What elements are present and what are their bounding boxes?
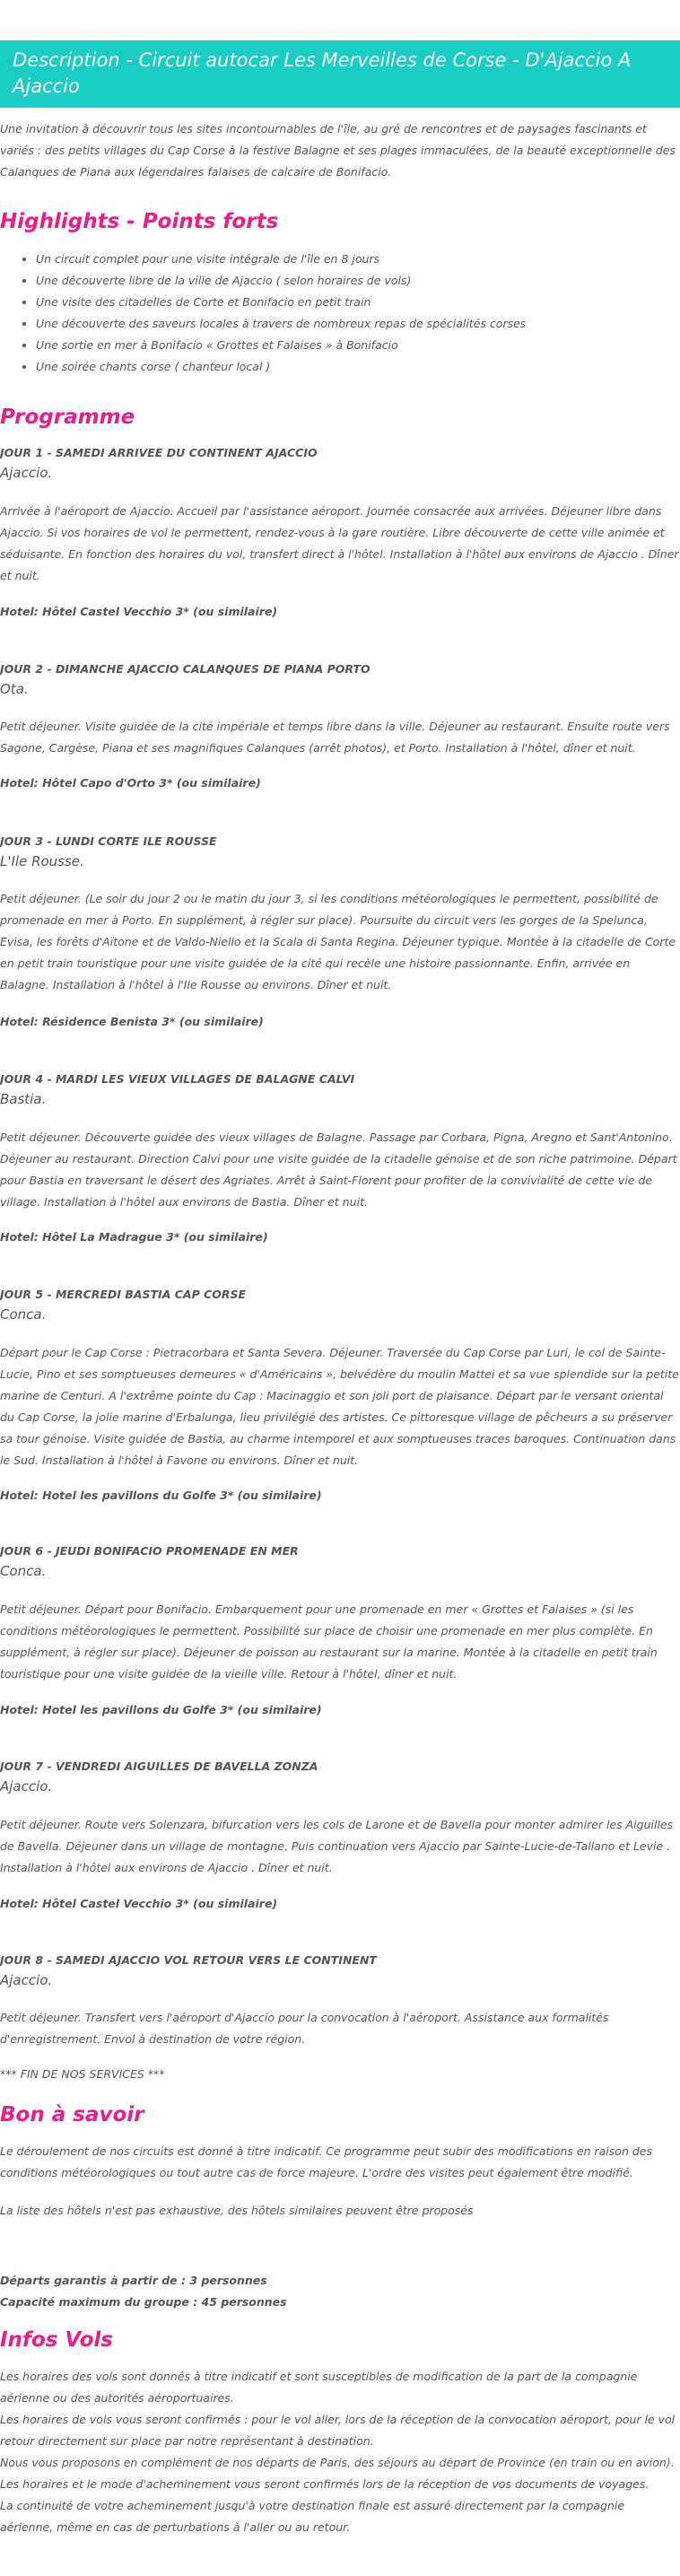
highlight-item: • Une découverte libre de la ville de Ajaccio ( selon horaires de vols) [36,270,680,292]
group-info [0,2270,680,2313]
day-2-body [0,716,680,759]
programme-end: *** FIN DE NOS SERVICES *** [0,2067,165,2081]
day-3-head [0,832,680,871]
day-4-title: JOUR 4 - MARDI LES VIEUX VILLAGES DE BALAGNE CALVI [0,1072,355,1086]
day-4-head [0,1070,680,1109]
day-5-title: JOUR 5 - MERCREDI BASTIA CAP CORSE [0,1288,247,1301]
day-4-text: Petit déjeuner. Découverte guidée des vieux villages de Balagne. Passage par Corbara, Pigna, Aregno et Sant'Antonino. Déjeuner au restaurant. Direction Calvi pour une visite guidée de la citadelle génoise et de son riche patrimoine. Départ pour Bastia en traversant le désert des Agriates. Arrêt à Saint-Florent pour profiter de la convivialité de cette vie de village. Installation à l'hôtel aux environs de Bastia. Dîner et nuit. [0,1131,677,1209]
bon-a-savoir-heading: Bon à savoir [0,2103,144,2126]
day-1-body [0,501,680,587]
day-8-head [0,1951,680,1990]
day-3-place: L'Ile Rousse. [0,853,84,869]
day-2-head [0,659,680,699]
intro-section [0,118,680,183]
programme-heading: Programme [0,406,135,429]
bon-a-savoir-p2-wrap [0,2200,680,2222]
infos-vols-line: Les horaires des vols sont donnés à titre indicatif et sont susceptibles de modification de la part de la compagnie aérienne ou des autorités aéroportuaires. [0,2370,638,2405]
infos-vols-section [0,2327,680,2353]
day-2-hotel: Hotel: Hôtel Capo d'Orto 3* (ou similaire) [0,776,261,790]
day-3-text: Petit déjeuner. (Le soir du jour 2 ou le matin du jour 3, si les conditions météorologiques le permettent, possibilité de promenade en mer à Porto. En supplément, à régler sur place). Poursuite du circuit vers les gorges de la Spelunca, Evisa, les forêts d'Aïtone et de Valdo-Niello et la Scala di Santa Regina. Déjeuner typique. Montée à la citadelle de Corte en petit train touristique pour une visite guidée de la cité qui recèle une histoire passionnante. Enfin, arrivée en Balagne. Installation à l'hôtel à l'Ile Rousse ou environs. Dîner et nuit. [0,892,676,991]
day-1-place: Ajaccio. [0,465,53,481]
intro-text: Une invitation à découvrir tous les sites incontournables de l'île, au gré de rencontres et de paysages fascinants et variés : des petits villages du Cap Corse à la festive Balagne et ses plages immaculées, de la beauté exceptionnelle des Calanques de Piana aux légendaires falaises de calcaire de Bonifacio. [0,122,676,179]
highlight-item: • Une découverte des saveurs locales à travers de nombreux repas de spécialités corses [36,313,680,335]
day-5-body [0,1342,680,1471]
highlights-list [0,249,680,378]
capacite-maximum: Capacité maximum du groupe : 45 personnes [0,2295,287,2309]
day-5-hotel: Hotel: Hotel les pavillons du Golfe 3* (ou similaire) [0,1489,322,1502]
day-4-body [0,1127,680,1213]
day-4-place: Bastia. [0,1091,47,1107]
infos-vols-heading: Infos Vols [0,2328,113,2352]
highlight-item: • Une sortie en mer à Bonifacio « Grottes et Falaises » à Bonifacio [36,335,680,356]
day-2-place: Ota. [0,681,29,697]
day-6-title: JOUR 6 - JEUDI BONIFACIO PROMENADE EN MER [0,1544,299,1558]
bon-a-savoir-p2: La liste des hôtels n'est pas exhaustive, des hôtels similaires peuvent être proposés [0,2204,474,2217]
day-6-hotel-wrap [0,1699,680,1721]
day-5-head [0,1285,680,1324]
day-5-text: Départ pour le Cap Corse : Pietracorbara et Santa Severa. Déjeuner. Traversée du Cap Corse par Luri, le col de Sainte-Lucie, Pino et ses somptueuses demeures « d'Américains », belvédère du moulin Mattei et sa vue splendide sur la petite marine de Centuri. A l'extrême pointe du Cap : Macinaggio et son joli port de plaisance. Départ par le versant oriental du Cap Corse, la jolie marine d'Erbalunga, lieu privilégié des artistes. Ce pittoresque village de pêcheurs a su préserver sa tour génoise. Visite guidée de Bastia, au charme intemporel et aux somptueuses traces baroques. Continuation dans le Sud. Installation à l'hôtel à Favone ou environs. Dîner et nuit. [0,1346,679,1467]
highlights-list-wrap [0,249,680,378]
day-7-place: Ajaccio. [0,1778,53,1794]
bon-a-savoir-p1-wrap [0,2141,680,2184]
day-3-title: JOUR 3 - LUNDI CORTE ILE ROUSSE [0,834,217,848]
day-6-body [0,1599,680,1685]
infos-vols-line: La continuité de votre acheminement jusqu'à votre destination finale est assuré directement par la compagnie aérienne, même en cas de perturbations à l'aller ou au retour. [0,2499,625,2534]
day-6-place: Conca. [0,1563,47,1579]
page-header-banner [0,40,680,108]
day-7-hotel: Hotel: Hôtel Castel Vecchio 3* (ou similaire) [0,1897,278,1910]
highlights-heading: Highlights - Points forts [0,210,279,233]
infos-vols-line: Les horaires et le mode d'acheminement vous seront confirmés lors de la réception de vos documents de voyages. [0,2477,649,2491]
day-2-text: Petit déjeuner. Visite guidée de la cité impériale et temps libre dans la ville. Déjeuner au restaurant. Ensuite route vers Sagone, Cargèse, Piana et ses magnifiques Calanques (arrêt photos), et Porto. Installation à l'hôtel, dîner et nuit. [0,720,670,755]
day-8-body [0,2007,680,2050]
day-7-head [0,1757,680,1796]
day-8-text: Petit déjeuner. Transfert vers l'aéroport d'Ajaccio pour la convocation à l'aéroport. Assistance aux formalités d'enregistrement. Envol à destination de votre région. [0,2011,609,2046]
bon-a-savoir-section [0,2101,680,2128]
highlight-item: • Une visite des citadelles de Corte et Bonifacio en petit train [36,292,680,313]
day-3-body [0,888,680,996]
highlights-section [0,208,680,235]
day-6-text: Petit déjeuner. Départ pour Bonifacio. Embarquement pour une promenade en mer « Grottes et Falaises » (si les conditions météorologiques le permettent. Possibilité sur place de choisir une promenade en mer plus complète. En supplément, à régler sur place). Déjeuner de poisson au restaurant sur la marine. Montée à la citadelle en petit train touristique pour une visite guidée de la vieille ville. Retour à l'hôtel, dîner et nuit. [0,1602,658,1681]
day-3-hotel-wrap [0,1011,680,1033]
highlight-item: • Une soirée chants corse ( chanteur local ) [36,356,680,378]
highlight-item: • Un circuit complet pour une visite intégrale de l'île en 8 jours [36,249,680,270]
day-7-title: JOUR 7 - VENDREDI AIGUILLES DE BAVELLA ZONZA [0,1760,318,1773]
programme-end-wrap [0,2064,680,2085]
day-1-hotel: Hotel: Hôtel Castel Vecchio 3* (ou similaire) [0,605,278,618]
day-1-title: JOUR 1 - SAMEDI ARRIVEE DU CONTINENT AJACCIO [0,446,318,459]
day-6-hotel: Hotel: Hotel les pavillons du Golfe 3* (ou similaire) [0,1703,322,1716]
day-2-hotel-wrap [0,773,680,794]
day-title [0,443,680,483]
day-4-hotel-wrap [0,1227,680,1248]
day-8-place: Ajaccio. [0,1972,53,1988]
page-title: Description - Circuit autocar Les Merveilles de Corse - D'Ajaccio A Ajaccio [13,49,632,97]
day-1-text: Arrivée à l'aéroport de Ajaccio. Accueil par l'assistance aéroport. Journée consacrée aux arrivées. Déjeuner libre dans Ajaccio. Si vos horaires de vol le permettent, rendez-vous à la gare routière. Libre découverte de cette ville animée et séduisante. En fonction des horaires du vol, transfert direct à l'hôtel. Installation à l'hôtel aux environs de Ajaccio . Dîner et nuit. [0,504,679,582]
day-6-head [0,1541,680,1581]
departs-garantis: Départs garantis à partir de : 3 personnes [0,2274,267,2287]
programme-section [0,404,680,431]
day-5-place: Conca. [0,1306,47,1323]
day-5-hotel-wrap [0,1485,680,1506]
bon-a-savoir-p1: Le déroulement de nos circuits est donné à titre indicatif. Ce programme peut subir des modifications en raison des conditions météorologiques ou tout autre cas de force majeure. L'ordre des visites peut également être modifié. [0,2144,652,2179]
day-1-hotel-wrap [0,601,680,623]
infos-vols-line: Les horaires de vols vous seront confirmés : pour le vol aller, lors de la réception de la convocation aéroport, pour le vol retour directement sur place par notre représentant à destination. [0,2413,676,2448]
day-3-hotel: Hotel: Résidence Benista 3* (ou similaire) [0,1015,264,1028]
day-2-title: JOUR 2 - DIMANCHE AJACCIO CALANQUES DE PIANA PORTO [0,662,371,676]
day-7-hotel-wrap [0,1893,680,1915]
infos-vols-body [0,2366,680,2538]
day-8-title: JOUR 8 - SAMEDI AJACCIO VOL RETOUR VERS LE CONTINENT [0,1953,377,1967]
day-7-body [0,1814,680,1879]
day-7-text: Petit déjeuner. Route vers Solenzara, bifurcation vers les cols de Larone et de Bavella pour monter admirer les Aiguilles de Bavella. Déjeuner dans un village de montagne. Puis continuation vers Ajaccio par Sainte-Lucie-de-Tallano et Levie . Installation à l'hôtel aux environs de Ajaccio . Dîner et nuit. [0,1818,674,1874]
infos-vols-line: Nous vous proposons en complément de nos départs de Paris, des séjours au départ de Province (en train ou en avion). [0,2456,675,2469]
day-4-hotel: Hotel: Hôtel La Madrague 3* (ou similaire) [0,1230,268,1244]
